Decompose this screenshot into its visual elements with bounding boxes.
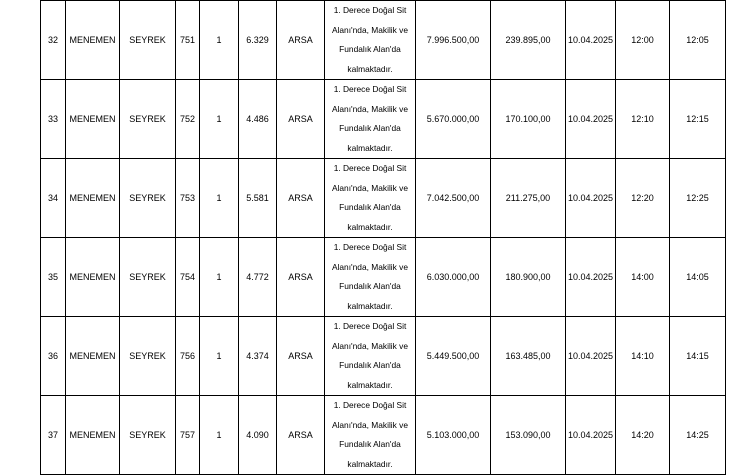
neighborhood-cell: SEYREK [120,238,176,317]
end-time-cell: 14:05 [670,238,726,317]
neighborhood-cell: SEYREK [120,396,176,475]
row-number: 37 [41,396,66,475]
description-cell [325,317,416,396]
neighborhood-cell: SEYREK [120,317,176,396]
table-body [41,1,726,475]
estimated-price-cell: 6.030.000,00 [416,238,491,317]
block-number-cell: 752 [176,80,200,159]
district-cell: MENEMEN [66,1,120,80]
description-line: Fundalık Alan'da [339,360,401,370]
block-number-cell: 751 [176,1,200,80]
description-line: Fundalık Alan'da [339,44,401,54]
description-line: 1. Derece Doğal Sit [333,163,407,173]
property-type-cell: ARSA [277,1,325,80]
parcel-number-cell: 1 [200,396,239,475]
description-line: Alanı'nda, Makilik ve [331,261,409,272]
end-time-cell: 12:25 [670,159,726,238]
start-time-cell: 14:10 [616,317,670,396]
neighborhood-cell: SEYREK [120,159,176,238]
start-time-cell: 12:20 [616,159,670,238]
description-line: Alanı'nda, Makilik ve [331,182,409,193]
parcel-number-cell: 1 [200,238,239,317]
description-line: Alanı'nda, Makilik ve [331,24,409,35]
date-cell: 10.04.2025 [566,1,616,80]
neighborhood-cell: SEYREK [120,1,176,80]
table-row [41,1,726,80]
end-time-cell: 14:15 [670,317,726,396]
table-row [41,317,726,396]
description-line: 1. Derece Doğal Sit [333,242,407,252]
date-cell: 10.04.2025 [566,80,616,159]
description-cell [325,80,416,159]
deposit-cell: 153.090,00 [491,396,566,475]
block-number-cell: 754 [176,238,200,317]
estimated-price-cell: 7.996.500,00 [416,1,491,80]
auction-table [40,0,726,475]
table-row [41,396,726,475]
row-number: 32 [41,1,66,80]
end-time-cell: 14:25 [670,396,726,475]
description-line: Fundalık Alan'da [339,123,401,133]
description-line: 1. Derece Doğal Sit [333,400,407,410]
property-type-cell: ARSA [277,396,325,475]
area-cell: 4.090 [239,396,277,475]
description-line: Fundalık Alan'da [339,439,401,449]
area-cell: 4.772 [239,238,277,317]
area-cell: 5.581 [239,159,277,238]
description-line: kalmaktadır. [347,300,393,311]
row-number: 35 [41,238,66,317]
table-row [41,80,726,159]
end-time-cell: 12:05 [670,1,726,80]
start-time-cell: 12:00 [616,1,670,80]
date-cell: 10.04.2025 [566,159,616,238]
table-row [41,238,726,317]
description-line: Alanı'nda, Makilik ve [331,103,409,114]
property-type-cell: ARSA [277,80,325,159]
description-line: 1. Derece Doğal Sit [333,321,407,331]
description-line: kalmaktadır. [347,142,393,153]
date-cell: 10.04.2025 [566,396,616,475]
property-type-cell: ARSA [277,159,325,238]
district-cell: MENEMEN [66,80,120,159]
district-cell: MENEMEN [66,238,120,317]
property-type-cell: ARSA [277,238,325,317]
estimated-price-cell: 5.449.500,00 [416,317,491,396]
estimated-price-cell: 5.103.000,00 [416,396,491,475]
parcel-number-cell: 1 [200,317,239,396]
description-line: kalmaktadır. [347,221,393,232]
deposit-cell: 170.100,00 [491,80,566,159]
area-cell: 4.374 [239,317,277,396]
row-number: 34 [41,159,66,238]
description-line: Alanı'nda, Makilik ve [331,340,409,351]
date-cell: 10.04.2025 [566,317,616,396]
description-line: kalmaktadır. [347,458,393,469]
start-time-cell: 14:00 [616,238,670,317]
table-row [41,159,726,238]
parcel-number-cell: 1 [200,1,239,80]
start-time-cell: 12:10 [616,80,670,159]
neighborhood-cell: SEYREK [120,80,176,159]
description-cell [325,396,416,475]
estimated-price-cell: 5.670.000,00 [416,80,491,159]
block-number-cell: 757 [176,396,200,475]
deposit-cell: 180.900,00 [491,238,566,317]
description-line: Fundalık Alan'da [339,281,401,291]
description-line: kalmaktadır. [347,63,393,74]
estimated-price-cell: 7.042.500,00 [416,159,491,238]
deposit-cell: 211.275,00 [491,159,566,238]
parcel-number-cell: 1 [200,159,239,238]
description-line: kalmaktadır. [347,379,393,390]
property-type-cell: ARSA [277,317,325,396]
description-line: 1. Derece Doğal Sit [333,84,407,94]
description-cell [325,1,416,80]
block-number-cell: 756 [176,317,200,396]
parcel-number-cell: 1 [200,80,239,159]
description-cell [325,238,416,317]
deposit-cell: 163.485,00 [491,317,566,396]
district-cell: MENEMEN [66,159,120,238]
block-number-cell: 753 [176,159,200,238]
row-number: 33 [41,80,66,159]
start-time-cell: 14:20 [616,396,670,475]
description-line: Alanı'nda, Makilik ve [331,419,409,430]
area-cell: 6.329 [239,1,277,80]
description-line: Fundalık Alan'da [339,202,401,212]
area-cell: 4.486 [239,80,277,159]
deposit-cell: 239.895,00 [491,1,566,80]
description-line: 1. Derece Doğal Sit [333,5,407,15]
district-cell: MENEMEN [66,396,120,475]
district-cell: MENEMEN [66,317,120,396]
row-number: 36 [41,317,66,396]
date-cell: 10.04.2025 [566,238,616,317]
description-cell [325,159,416,238]
end-time-cell: 12:15 [670,80,726,159]
